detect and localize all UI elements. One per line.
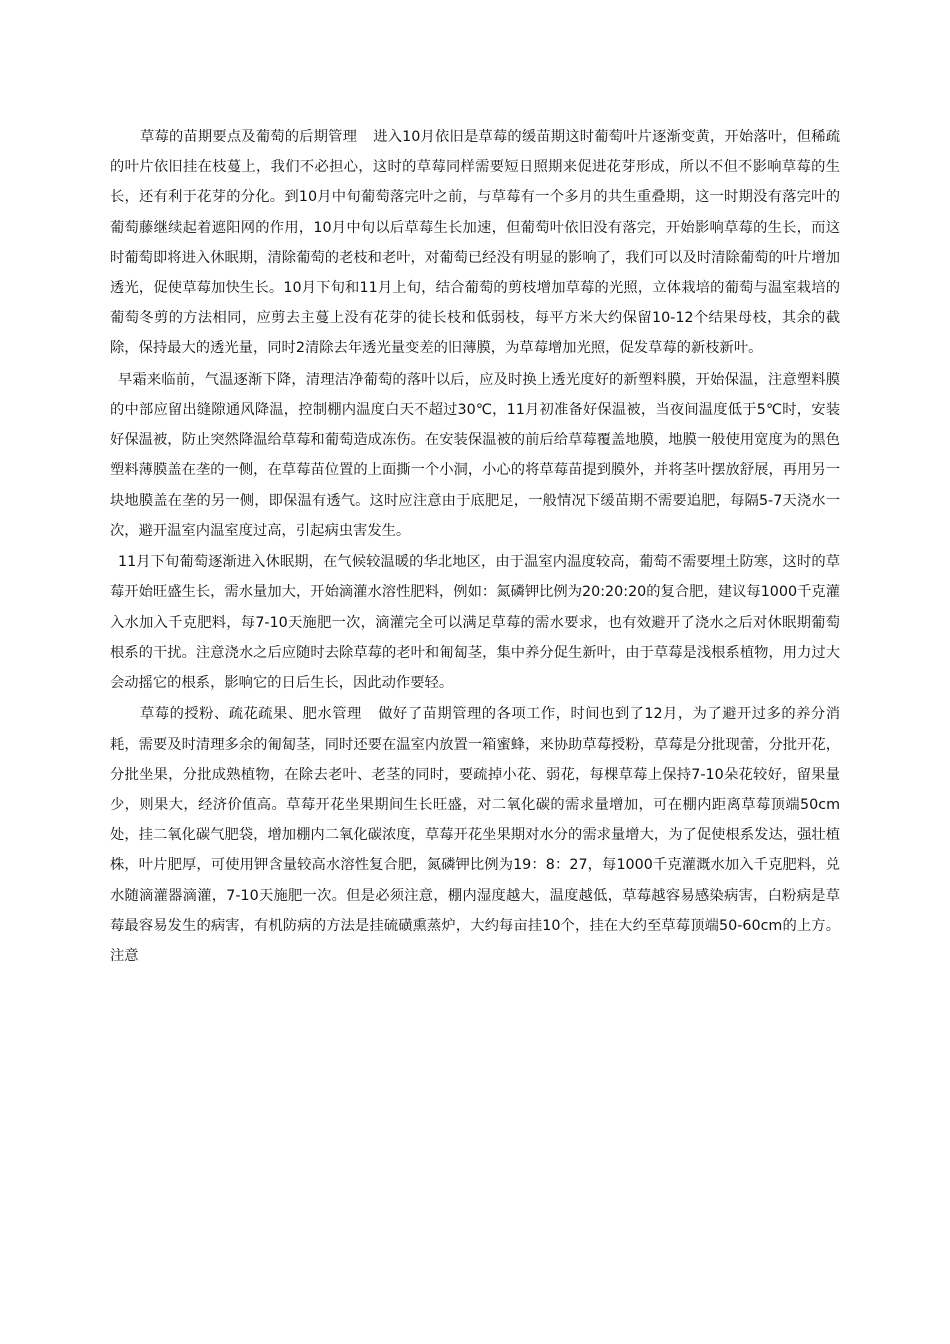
- section-heading: 草莓的授粉、疏花疏果、肥水管理: [140, 706, 362, 723]
- paragraph-text: 早霜来临前，气温逐渐下降，清理洁净葡萄的落叶以后，应及时换上透光度好的新塑料膜，开始保温，注意塑料膜的中部应留出缝隙通风降温，控制棚内温度白天不超过30℃，11月初准备好保温被，当夜间温度低于5℃时，安装好保温被，防止突然降温给草莓和葡萄造成冻伤。在安装保温被的前后给草莓覆盖地膜，地膜一般使用宽度为的黑色塑料薄膜盖在垄的一侧，在草莓苗位置的上面撕一个小洞，小心的将草莓苗提到膜外，并将茎叶摆放舒展，再用另一块地膜盖在垄的另一侧，即保温有透气。这时应注意由于底肥足，一般情况下缓苗期不需要追肥，每隔5-7天浇水一次，避开温室内温室度过高，引起病虫害发生。: [110, 371, 840, 539]
- paragraph-text: 进入10月依旧是草莓的缓苗期这时葡萄叶片逐渐变黄，开始落叶，但稀疏的叶片依旧挂在枝蔓上，我们不必担心，这时的草莓同样需要短日照期来促进花芽形成，所以不但不影响草莓的生长，还有利于花芽的分化。到10月中旬葡萄落完叶之前，与草莓有一个多月的共生重叠期，这一时期没有落完叶的葡萄藤继续起着遮阳网的作用，10月中旬以后草莓生长加速，但葡萄叶依旧没有落完，开始影响草莓的生长，而这时葡萄即将进入休眠期，清除葡萄的老枝和老叶，对葡萄已经没有明显的影响了，我们可以及时清除葡萄的叶片增加透光，促使草莓加快生长。10月下旬和11月上旬，结合葡萄的剪枝增加草莓的光照，立体栽培的葡萄与温室栽培的葡萄冬剪的方法相同，应剪去主蔓上没有花芽的徒长枝和低弱枝，每平方米大约保留10-12个结果母枝，其余的截除，保持最大的透光量，同时2清除去年透光量变差的旧薄膜，为草莓增加光照，促发草莓的新枝新叶。: [110, 129, 840, 357]
- paragraph-early-frost: [110, 365, 840, 546]
- document-body: [110, 122, 840, 972]
- paragraph-text: 做好了苗期管理的各项工作，时间也到了12月，为了避开过多的养分消耗，需要及时清理多余的匍匐茎，同时还要在温室内放置一箱蜜蜂，来协助草莓授粉，草莓是分批现蕾，分批开花，分批坐果，分批成熟植物，在除去老叶、老茎的同时，要疏掉小花、弱花，每棵草莓上保持7-10朵花较好，留果量少，则果大，经济价值高。草莓开花坐果期间生长旺盛，对二氧化碳的需求量增加，可在棚内距离草莓顶端50cm处，挂二氧化碳气肥袋，增加棚内二氧化碳浓度，草莓开花坐果期对水分的需求量增大，为了促使根系发达，强壮植株，叶片肥厚，可使用钾含量较高水溶性复合肥，氮磷钾比例为19：8：27，每1000千克灌溉水加入千克肥料，兑水随滴灌器滴灌，7-10天施肥一次。但是必须注意，棚内湿度越大，温度越低，草莓越容易感染病害，白粉病是草莓最容易发生的病害，有机防病的方法是挂硫磺熏蒸炉，大约每亩挂10个，挂在大约至草莓顶端50-60cm的上方。注意: [110, 706, 840, 965]
- paragraph-late-november: [110, 547, 840, 698]
- section-heading: 草莓的苗期要点及葡萄的后期管理: [140, 129, 358, 145]
- paragraph-text: 11月下旬葡萄逐渐进入休眠期，在气候较温暖的华北地区，由于温室内温度较高，葡萄不需要埋土防寒，这时的草莓开始旺盛生长，需水量加大，开始滴灌水溶性肥料，例如：氮磷钾比例为20:20:20的复合肥，建议每1000千克灌入水加入千克肥料，每7-10天施肥一次，滴灌完全可以满足草莓的需水要求，也有效避开了浇水之后对休眠期葡萄根系的干扰。注意浇水之后应随时去除草莓的老叶和匍匐茎，集中养分促生新叶，由于草莓是浅根系植物，用力过大会动摇它的根系，影响它的日后生长，因此动作要轻。: [110, 554, 840, 692]
- paragraph-seedling-management: [110, 122, 840, 364]
- paragraph-pollination-management: [110, 699, 840, 971]
